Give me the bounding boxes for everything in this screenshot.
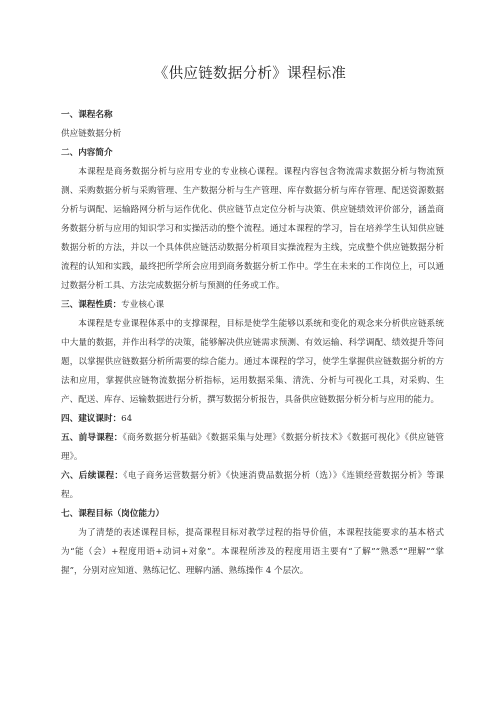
follow-up-courses-text: 《电子商务运营数据分析》《快速消费品数据分析（选）》《连锁经营数据分析》等课程。 [61,471,444,500]
course-name-text: 供应链数据分析 [61,129,122,139]
section-heading-follow-up-courses: 六、后续课程： [61,471,124,481]
section-heading-prerequisite-courses: 五、前导课程： [61,433,123,443]
suggested-hours-value: 64 [121,414,133,424]
section-heading-course-name: 一、课程名称 [61,110,113,120]
prerequisite-courses-text: 《商务数据分析基础》《数据采集与处理》《数据分析技术》《数据可视化》《供应链管理》。 [61,433,444,462]
document-title: 《供应链数据分析》课程标准 [153,66,347,82]
document-body [61,106,444,581]
content-intro-paragraph: 本课程是商务数据分析与应用专业的专业核心课程。课程内容包含物流需求数据分析与物流预测、采购数据分析与采购管理、生产数据分析与生产管理、库存数据分析与库存管理、配送资源数据分析与调配、运输路网分析与运作优化、供应链节点定位分析与决策、供应链绩效评价部分，涵盖商务数据分析与应用的知识学习和实操活动的整个流程。通过本课程的学习，旨在培养学生认知供应链数据分析的方法，并以一个具体供应链活动数据分析项目实操流程为主线，完成整个供应链数据分析流程的认知和实践，最终把所学所会应用到商务数据分析工作中。学生在未来的工作岗位上，可以通过数据分析工具、方法完成数据分析与预测的任务或工作。 [61,167,444,291]
section-heading-content-intro: 二、内容简介 [61,148,113,158]
course-nature-paragraph: 本课程是专业课程体系中的支撑课程，目标是使学生能够以系统和变化的观念来分析供应链系统中大量的数据，并作出科学的决策，能够解决供应链需求预测、有效运输、科学调配、绩效提升等问题，以掌握供应链数据分析所需要的综合能力。通过本课程的学习，使学生掌握供应链数据分析的方法和应用，掌握供应链物流数据分析指标，运用数据采集、清洗、分析与可视化工具，对采购、生产、配送、库存、运输数据进行分析，撰写数据分析报告，具备供应链数据分析分析与应用的能力。 [61,319,444,405]
section-heading-course-nature: 三、课程性质： [61,300,122,310]
section-heading-suggested-hours: 四、建议课时： [61,414,122,424]
follow-up-courses-line [61,467,444,505]
course-nature-line [61,296,444,315]
section-heading-course-objectives: 七、课程目标（岗位能力） [61,509,165,519]
course-nature-value: 专业核心课 [121,300,165,310]
suggested-hours-line [61,410,444,429]
prerequisite-courses-line [61,429,444,467]
course-objectives-paragraph: 为了清楚的表述课程目标，提高课程目标对教学过程的指导价值，本课程技能要求的基本格式为“能（会）+程度用语+动词+对象”。本课程所涉及的程度用语主要有“了解”“熟悉”“理解”“掌握”，分别对应知道、熟练记忆、理解内涵、熟练操作 4 个层次。 [61,528,444,576]
